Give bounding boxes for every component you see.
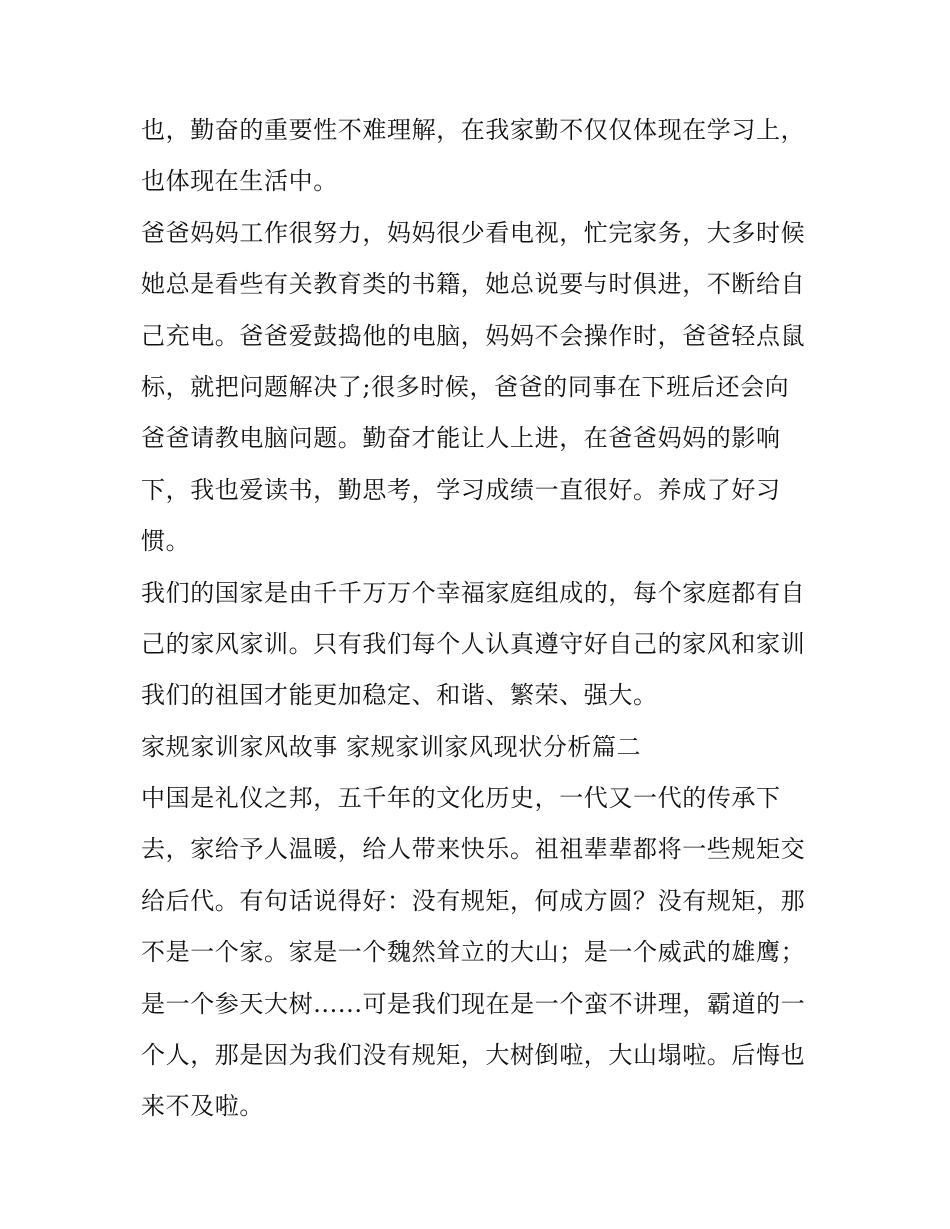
- text-line: 标，就把问题解决了;很多时候，爸爸的同事在下班后还会向: [141, 372, 790, 401]
- text-line: 她总是看些有关教育类的书籍，她总说要与时俱进，不断给自: [141, 270, 806, 299]
- text-line: 给后代。有句话说得好：没有规矩，何成方圆？没有规矩，那: [141, 886, 806, 915]
- text-line: 我们的祖国才能更加稳定、和谐、繁荣、强大。: [141, 681, 658, 710]
- text-line: 惯。: [141, 527, 191, 556]
- text-line: 个人，那是因为我们没有规矩，大树倒啦，大山塌啦。后悔也: [141, 1041, 806, 1070]
- text-line: 也体现在生活中。: [141, 167, 338, 196]
- text-line: 己的家风家训。只有我们每个人认真遵守好自己的家风和家训: [141, 629, 806, 658]
- document-body: [141, 107, 821, 1135]
- text-line: 不是一个家。家是一个魏然耸立的大山；是一个威武的雄鹰；: [141, 938, 806, 967]
- text-line: 去，家给予人温暖，给人带来快乐。祖祖辈辈都将一些规矩交: [141, 835, 806, 864]
- text-line: 也，勤奋的重要性不难理解，在我家勤不仅仅体现在学习上，: [141, 116, 806, 144]
- text-line: 己充电。爸爸爱鼓捣他的电脑，妈妈不会操作时，爸爸轻点鼠: [141, 321, 806, 350]
- text-line: 爸爸妈妈工作很努力，妈妈很少看电视，忙完家务，大多时候: [141, 218, 806, 247]
- text-line: 来不及啦。: [141, 1092, 264, 1121]
- text-line: 我们的国家是由千千万万个幸福家庭组成的，每个家庭都有自: [141, 578, 806, 607]
- section-heading: 家规家训家风故事 家规家训家风现状分析篇二: [141, 732, 642, 761]
- text-line: 是一个参天大树......可是我们现在是一个蛮不讲理，霸道的一: [141, 989, 806, 1018]
- text-line: 中国是礼仪之邦，五千年的文化历史，一代又一代的传承下: [141, 784, 781, 813]
- text-line: 下，我也爱读书，勤思考，学习成绩一直很好。养成了好习: [141, 475, 781, 504]
- text-line: 爸爸请教电脑问题。勤奋才能让人上进，在爸爸妈妈的影响: [141, 424, 781, 453]
